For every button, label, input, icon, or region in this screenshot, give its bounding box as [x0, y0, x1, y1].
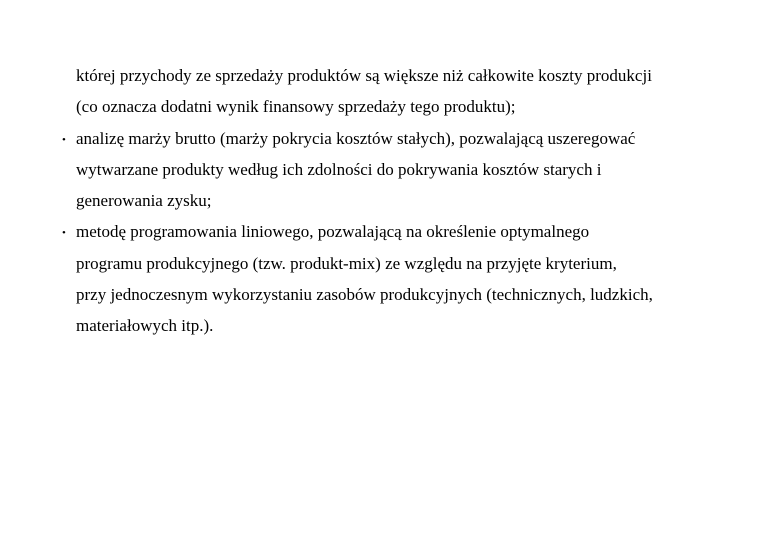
- text-line-content: wytwarzane produkty według ich zdolności do pokrywania kosztów starych i: [76, 159, 602, 179]
- text-line-content: materiałowych itp.).: [76, 316, 214, 336]
- text-line: [76, 63, 746, 94]
- text-line-content: (co oznacza dodatni wynik finansowy sprzedaży tego produktu);: [76, 97, 516, 117]
- bullet-icon: •: [62, 133, 66, 146]
- text-line: [76, 188, 746, 219]
- bullet-icon: •: [62, 227, 66, 240]
- text-line-content: programu produkcyjnego (tzw. produkt-mix) ze względu na przyjęte kryterium,: [76, 253, 617, 273]
- list-item-gross-margin-analysis: [62, 126, 746, 157]
- text-line: [76, 313, 746, 344]
- text-line: [76, 282, 746, 313]
- text-line: [76, 157, 746, 188]
- text-line-content: metodę programowania liniowego, pozwalającą na określenie optymalnego: [76, 222, 590, 242]
- document-body: [62, 63, 746, 345]
- list-item-linear-programming: [62, 219, 746, 250]
- text-line-content: której przychody ze sprzedaży produktów są większe niż całkowite koszty produkcji: [76, 66, 652, 85]
- text-line: [76, 94, 746, 125]
- text-line-content: analizę marży brutto (marży pokrycia kosztów stałych), pozwalającą uszeregować: [76, 128, 636, 148]
- text-line-content: generowania zysku;: [76, 191, 212, 211]
- text-line-content: przy jednoczesnym wykorzystaniu zasobów produkcyjnych (technicznych, ludzkich,: [76, 285, 653, 305]
- text-line: [76, 251, 746, 282]
